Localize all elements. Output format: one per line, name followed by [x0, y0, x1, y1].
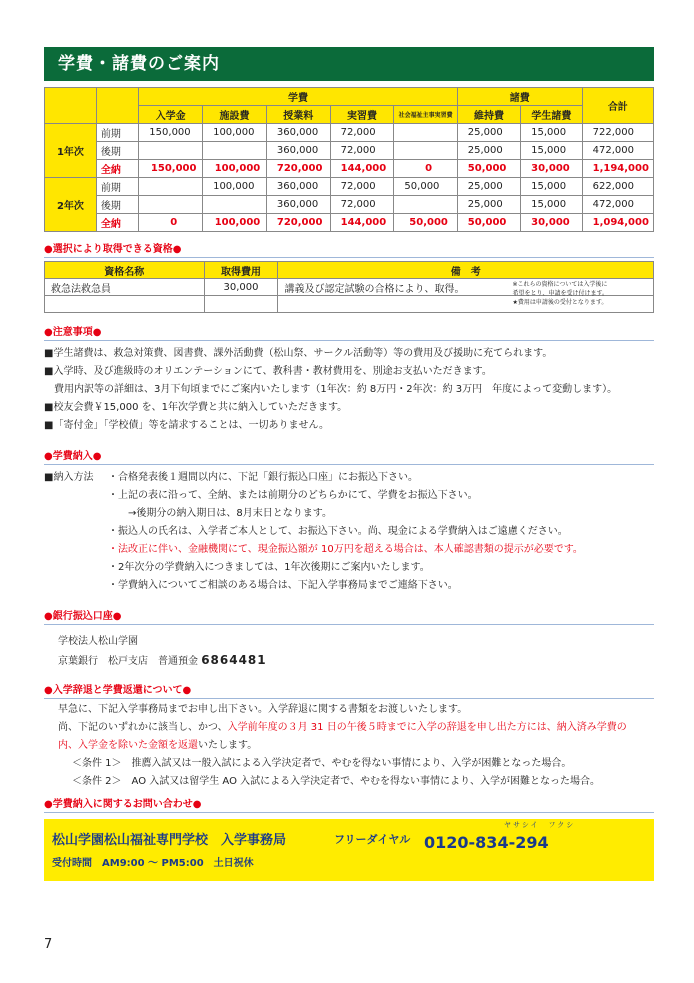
fee-table: [44, 87, 654, 232]
refund-line-1: 早急に、下記入学事務局までお申し出下さい。入学辞退に関する書類をお渡しいたします。: [58, 704, 468, 715]
contact-heading: ●学費納入に関するお問い合わせ●: [44, 795, 654, 813]
fee-cell: 1,094,000: [582, 214, 653, 232]
fee-cell: 100,000: [203, 178, 267, 196]
fee-header-total: 合計: [582, 88, 653, 124]
fee-cell: 25,000: [457, 124, 520, 142]
fee-cell: 360,000: [266, 124, 330, 142]
note-line: ■入学時、及び進級時のオリエンテーションにて、教科書・教材費用を、別途お支払いただきます。: [44, 366, 492, 377]
fee-cell: 50,000: [457, 160, 520, 178]
notes-heading: ●注意事項●: [44, 323, 654, 341]
fee-cell: [394, 142, 457, 160]
page-content: [44, 47, 654, 881]
qual-remark: 講義及び認定試験の合格により、取得。: [284, 283, 465, 295]
bank-branch: 京葉銀行 松戸支店 普通預金: [58, 656, 198, 667]
payment-line: ・振込人の氏名は、入学者ご本人として、お振込下さい。尚、現金による学費納入はご遠慮ください。: [108, 526, 568, 537]
fee-cell: 360,000: [266, 178, 330, 196]
bank-name: 学校法人松山学園: [58, 636, 138, 647]
qual-header-cost: 取得費用: [204, 262, 278, 279]
qual-empty: [204, 296, 278, 313]
fee-row: [45, 160, 654, 178]
fee-corner-2: [96, 88, 138, 124]
fee-row-label: 全納: [96, 160, 138, 178]
refund-line-3a: 内、入学金を除いた金額を返還: [58, 740, 198, 751]
refund-line-3b: いたします。: [198, 740, 258, 751]
contact-office: 松山学園松山福祉専門学校 入学事務局: [52, 833, 287, 848]
payment-line: ・学費納入についてご相談のある場合は、下記入学事務局までご連絡下さい。: [108, 580, 458, 591]
fee-cell: 100,000: [203, 160, 267, 178]
fee-col: 学生諸費: [521, 106, 582, 124]
payment-heading: ●学費納入●: [44, 447, 654, 465]
payment-line: →後期分の納入期日は、8月末日となります。: [108, 508, 332, 519]
fee-col: 授業料: [266, 106, 330, 124]
fee-header-shohi: 諸費: [457, 88, 582, 106]
qual-side-note-3: ★費用は申請後の受付となります。: [512, 299, 608, 306]
fee-cell: [394, 124, 457, 142]
fee-col: 実習費: [330, 106, 394, 124]
qual-name: 救急法救急員: [45, 279, 205, 296]
fee-col: 施設費: [203, 106, 267, 124]
fee-cell: [139, 142, 203, 160]
contact-hours: 受付時間 AM9:00 ～ PM5:00 土日祝休: [52, 858, 254, 869]
fee-cell: 360,000: [266, 196, 330, 214]
fee-row-label: 全納: [96, 214, 138, 232]
fee-row: [45, 142, 654, 160]
fee-cell: 720,000: [266, 214, 330, 232]
contact-phone: 0120-834-294: [424, 833, 549, 852]
fee-cell: 15,000: [521, 124, 582, 142]
payment-line: ・合格発表後１週間以内に、下記「銀行振込口座」にお振込下さい。: [108, 472, 418, 483]
note-line: ■校友会費￥15,000 を、1年次学費と共に納入していただきます。: [44, 402, 348, 413]
page-number: 7: [44, 937, 53, 952]
payment-items: [108, 469, 583, 595]
fee-row-label: 後期: [96, 196, 138, 214]
page-title: 学費・諸費のご案内: [44, 47, 654, 81]
fee-cell: 72,000: [330, 196, 394, 214]
fee-cell: 100,000: [203, 124, 267, 142]
bank-account: 6864481: [201, 653, 267, 667]
fee-row-label: 後期: [96, 142, 138, 160]
refund-heading: ●入学辞退と学費返還について●: [44, 681, 654, 699]
refund-line-2b: 入学前年度の３月 31 日の午後５時までに入学の辞退を申し出た方には、納入済み学費の: [227, 722, 627, 733]
fee-row: [45, 196, 654, 214]
fee-cell: 100,000: [203, 214, 267, 232]
fee-cell: 144,000: [330, 214, 394, 232]
bank-block: [44, 633, 654, 671]
payment-line: ・上記の表に沿って、全納、または前期分のどちらかにて、学費をお振込下さい。: [108, 490, 478, 501]
fee-cell: 72,000: [330, 178, 394, 196]
fee-cell: 30,000: [521, 214, 582, 232]
fee-col: 社会福祉主事実習費: [394, 106, 457, 124]
fee-cell: 25,000: [457, 196, 520, 214]
fee-cell: 150,000: [139, 160, 203, 178]
refund-line-3: [58, 737, 654, 755]
fee-row-label: 前期: [96, 124, 138, 142]
fee-cell: 360,000: [266, 142, 330, 160]
qual-side-note-2: 希望をとり、申請を受け付けます。: [512, 290, 608, 297]
fee-cell: [394, 196, 457, 214]
note-line: ■学生諸費は、救急対策費、図書費、課外活動費（松山祭、サークル活動等）等の費用及び援助に充てられます。: [44, 348, 553, 359]
qual-table: [44, 261, 654, 313]
refund-line-2a: 尚、下記のいずれかに該当し、かつ、: [58, 722, 228, 733]
fee-cell: 720,000: [266, 160, 330, 178]
fee-cell: 15,000: [521, 196, 582, 214]
note-line: ■「寄付金」「学校債」等を請求することは、一切ありません。: [44, 420, 330, 431]
fee-col: 入学金: [139, 106, 203, 124]
fee-row: [45, 124, 654, 142]
qual-empty: [45, 296, 205, 313]
fee-cell: [203, 196, 267, 214]
fee-cell: 72,000: [330, 142, 394, 160]
contact-free-label: フリーダイヤル: [334, 833, 411, 846]
fee-cell: 30,000: [521, 160, 582, 178]
fee-cell: 472,000: [582, 196, 653, 214]
qual-cost: 30,000: [204, 279, 278, 296]
fee-cell: 50,000: [457, 214, 520, 232]
notes-list: [44, 345, 654, 435]
refund-line-2: [58, 719, 654, 737]
qual-heading: ●選択により取得できる資格●: [44, 240, 654, 258]
fee-col: 維持費: [457, 106, 520, 124]
fee-cell: 150,000: [139, 124, 203, 142]
fee-cell: [139, 196, 203, 214]
fee-year: 1年次: [45, 124, 97, 178]
refund-block: [44, 701, 654, 791]
fee-cell: 50,000: [394, 214, 457, 232]
fee-cell: 15,000: [521, 178, 582, 196]
fee-cell: 1,194,000: [582, 160, 653, 178]
contact-box: [44, 819, 654, 881]
qual-remark-cell: [278, 279, 654, 306]
refund-cond-2: ＜条件 2＞ AO 入試又は留学生 AO 入試による入学決定者で、やむを得ない事情により、入学が困難となった場合。: [72, 776, 600, 787]
fee-cell: 0: [139, 214, 203, 232]
fee-cell: 50,000: [394, 178, 457, 196]
fee-cell: 25,000: [457, 178, 520, 196]
fee-row-label: 前期: [96, 178, 138, 196]
refund-cond-1: ＜条件 1＞ 推薦入試又は一般入試による入学決定者で、やむを得ない事情により、入学が困難となった場合。: [72, 758, 572, 769]
fee-row: [45, 178, 654, 196]
fee-cell: 722,000: [582, 124, 653, 142]
fee-cell: [203, 142, 267, 160]
qual-side-note: [512, 280, 608, 307]
qual-header-remark: 備 考: [278, 262, 654, 279]
note-line: 費用内訳等の詳細は、3月下旬頃までにご案内いたします（1年次：約 8万円・2年次：約 3万円 年度によって変動します）。: [44, 384, 618, 395]
fee-cell: 15,000: [521, 142, 582, 160]
contact-phone-ruby: ヤサシイ フクシ: [504, 821, 576, 829]
fee-cell: 72,000: [330, 124, 394, 142]
fee-header-gakuhi: 学費: [139, 88, 457, 106]
fee-cell: 144,000: [330, 160, 394, 178]
payment-block: [44, 469, 654, 595]
fee-cell: 472,000: [582, 142, 653, 160]
fee-year: 2年次: [45, 178, 97, 232]
fee-cell: [139, 178, 203, 196]
payment-line: ・2年次分の学費納入につきましては、1年次後期にご案内いたします。: [108, 562, 430, 573]
fee-cell: 0: [394, 160, 457, 178]
qual-header-name: 資格名称: [45, 262, 205, 279]
fee-corner: [45, 88, 97, 124]
payment-label: ■納入方法: [44, 472, 94, 483]
fee-cell: 622,000: [582, 178, 653, 196]
bank-heading: ●銀行振込口座●: [44, 607, 654, 625]
payment-red-line: ・法改正に伴い、金融機関にて、現金振込額が 10万円を超える場合は、本人確認書類の提示が必要です。: [108, 544, 583, 555]
bank-account-line: [58, 651, 654, 671]
fee-cell: 25,000: [457, 142, 520, 160]
qual-side-note-1: ※これらの資格については入学後に: [512, 281, 608, 288]
fee-row: [45, 214, 654, 232]
